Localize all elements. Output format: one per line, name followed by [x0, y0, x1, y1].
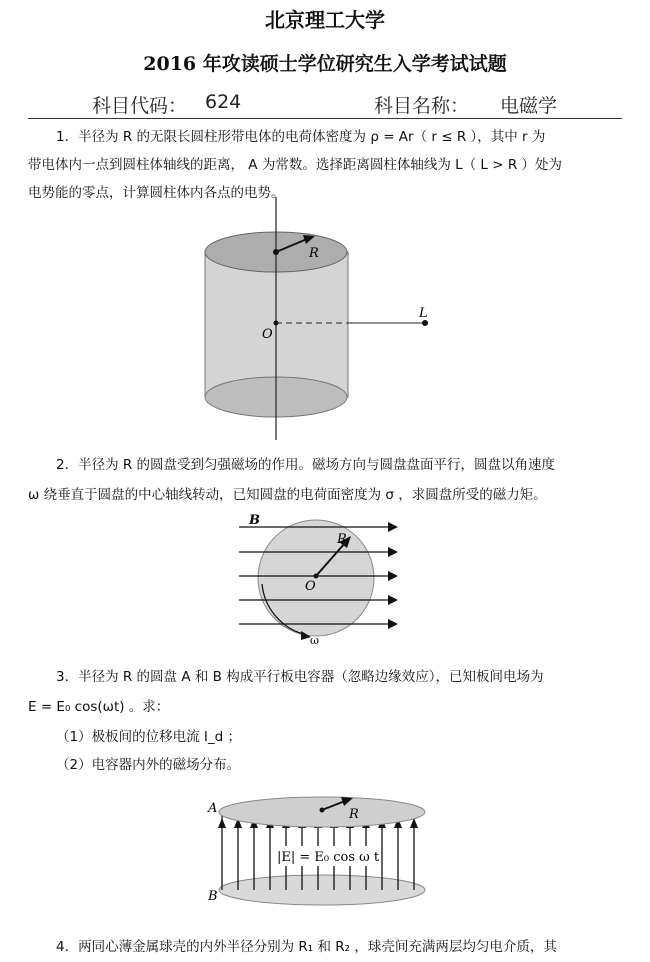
subject-code-label: 科目代码：: [92, 95, 188, 117]
q1-cylinder-figure: [195, 195, 445, 443]
q3-line-2: E = E₀ cos(ωt) 。求：: [28, 699, 170, 715]
subject-code: 624: [205, 91, 242, 113]
q2-label-o: O: [305, 579, 316, 594]
subject-name-label: 科目名称：: [374, 95, 470, 117]
q1-label-l: L: [419, 306, 428, 321]
q3-capacitor-figure: [205, 790, 440, 910]
q1-label-o: O: [262, 327, 273, 342]
q2-label-r: R: [337, 532, 347, 547]
q1-line-2: 带电体内一点到圆柱体轴线的距离， A 为常数。选择距离圆柱体轴线为 L（ L > R ）处为: [28, 157, 563, 173]
q2-label-omega: ω: [310, 634, 319, 645]
q2-label-b: B: [249, 513, 260, 528]
q3-label-b: B: [208, 889, 218, 904]
q3-label-a: A: [208, 801, 218, 816]
q1-line-3: 电势能的零点，计算圆柱体内各点的电势。: [28, 185, 285, 201]
q1-label-r: R: [309, 246, 319, 261]
q3-line-3: （1）极板间的位移电流 I_d ；: [56, 729, 241, 745]
exam-title: 2016 年攻读硕士学位研究生入学考试试题: [143, 53, 507, 75]
q4-line-1: 4．两同心薄金属球壳的内外半径分别为 R₁ 和 R₂ ，球壳间充满两层均匀电介质，其: [56, 939, 557, 955]
q2-line-2: ω 绕垂直于圆盘的中心轴线转动，已知圆盘的电荷面密度为 σ ，求圆盘所受的磁力矩。: [28, 487, 547, 503]
q2-line-1: 2．半径为 R 的圆盘受到匀强磁场的作用。磁场方向与圆盘盘面平行，圆盘以角速度: [56, 457, 556, 473]
plate-b: [219, 875, 425, 905]
q3-line-1: 3．半径为 R 的圆盘 A 和 B 构成平行板电容器（忽略边缘效应），已知板间电场为: [56, 669, 544, 685]
q2-disk-figure: [235, 510, 405, 645]
university-title: 北京理工大学: [265, 8, 385, 32]
subject-name: 电磁学: [500, 95, 558, 117]
field-formula: |E| = E₀ cos ω t: [277, 850, 380, 865]
q3-label-r: R: [349, 807, 359, 822]
q1-line-1: 1．半径为 R 的无限长圆柱形带电体的电荷体密度为 ρ = Ar（ r ≤ R ），其中 r 为: [56, 129, 546, 145]
header-divider: [28, 118, 622, 119]
q3-line-4: （2）电容器内外的磁场分布。: [56, 757, 241, 773]
field-arrowheads: [388, 522, 398, 629]
